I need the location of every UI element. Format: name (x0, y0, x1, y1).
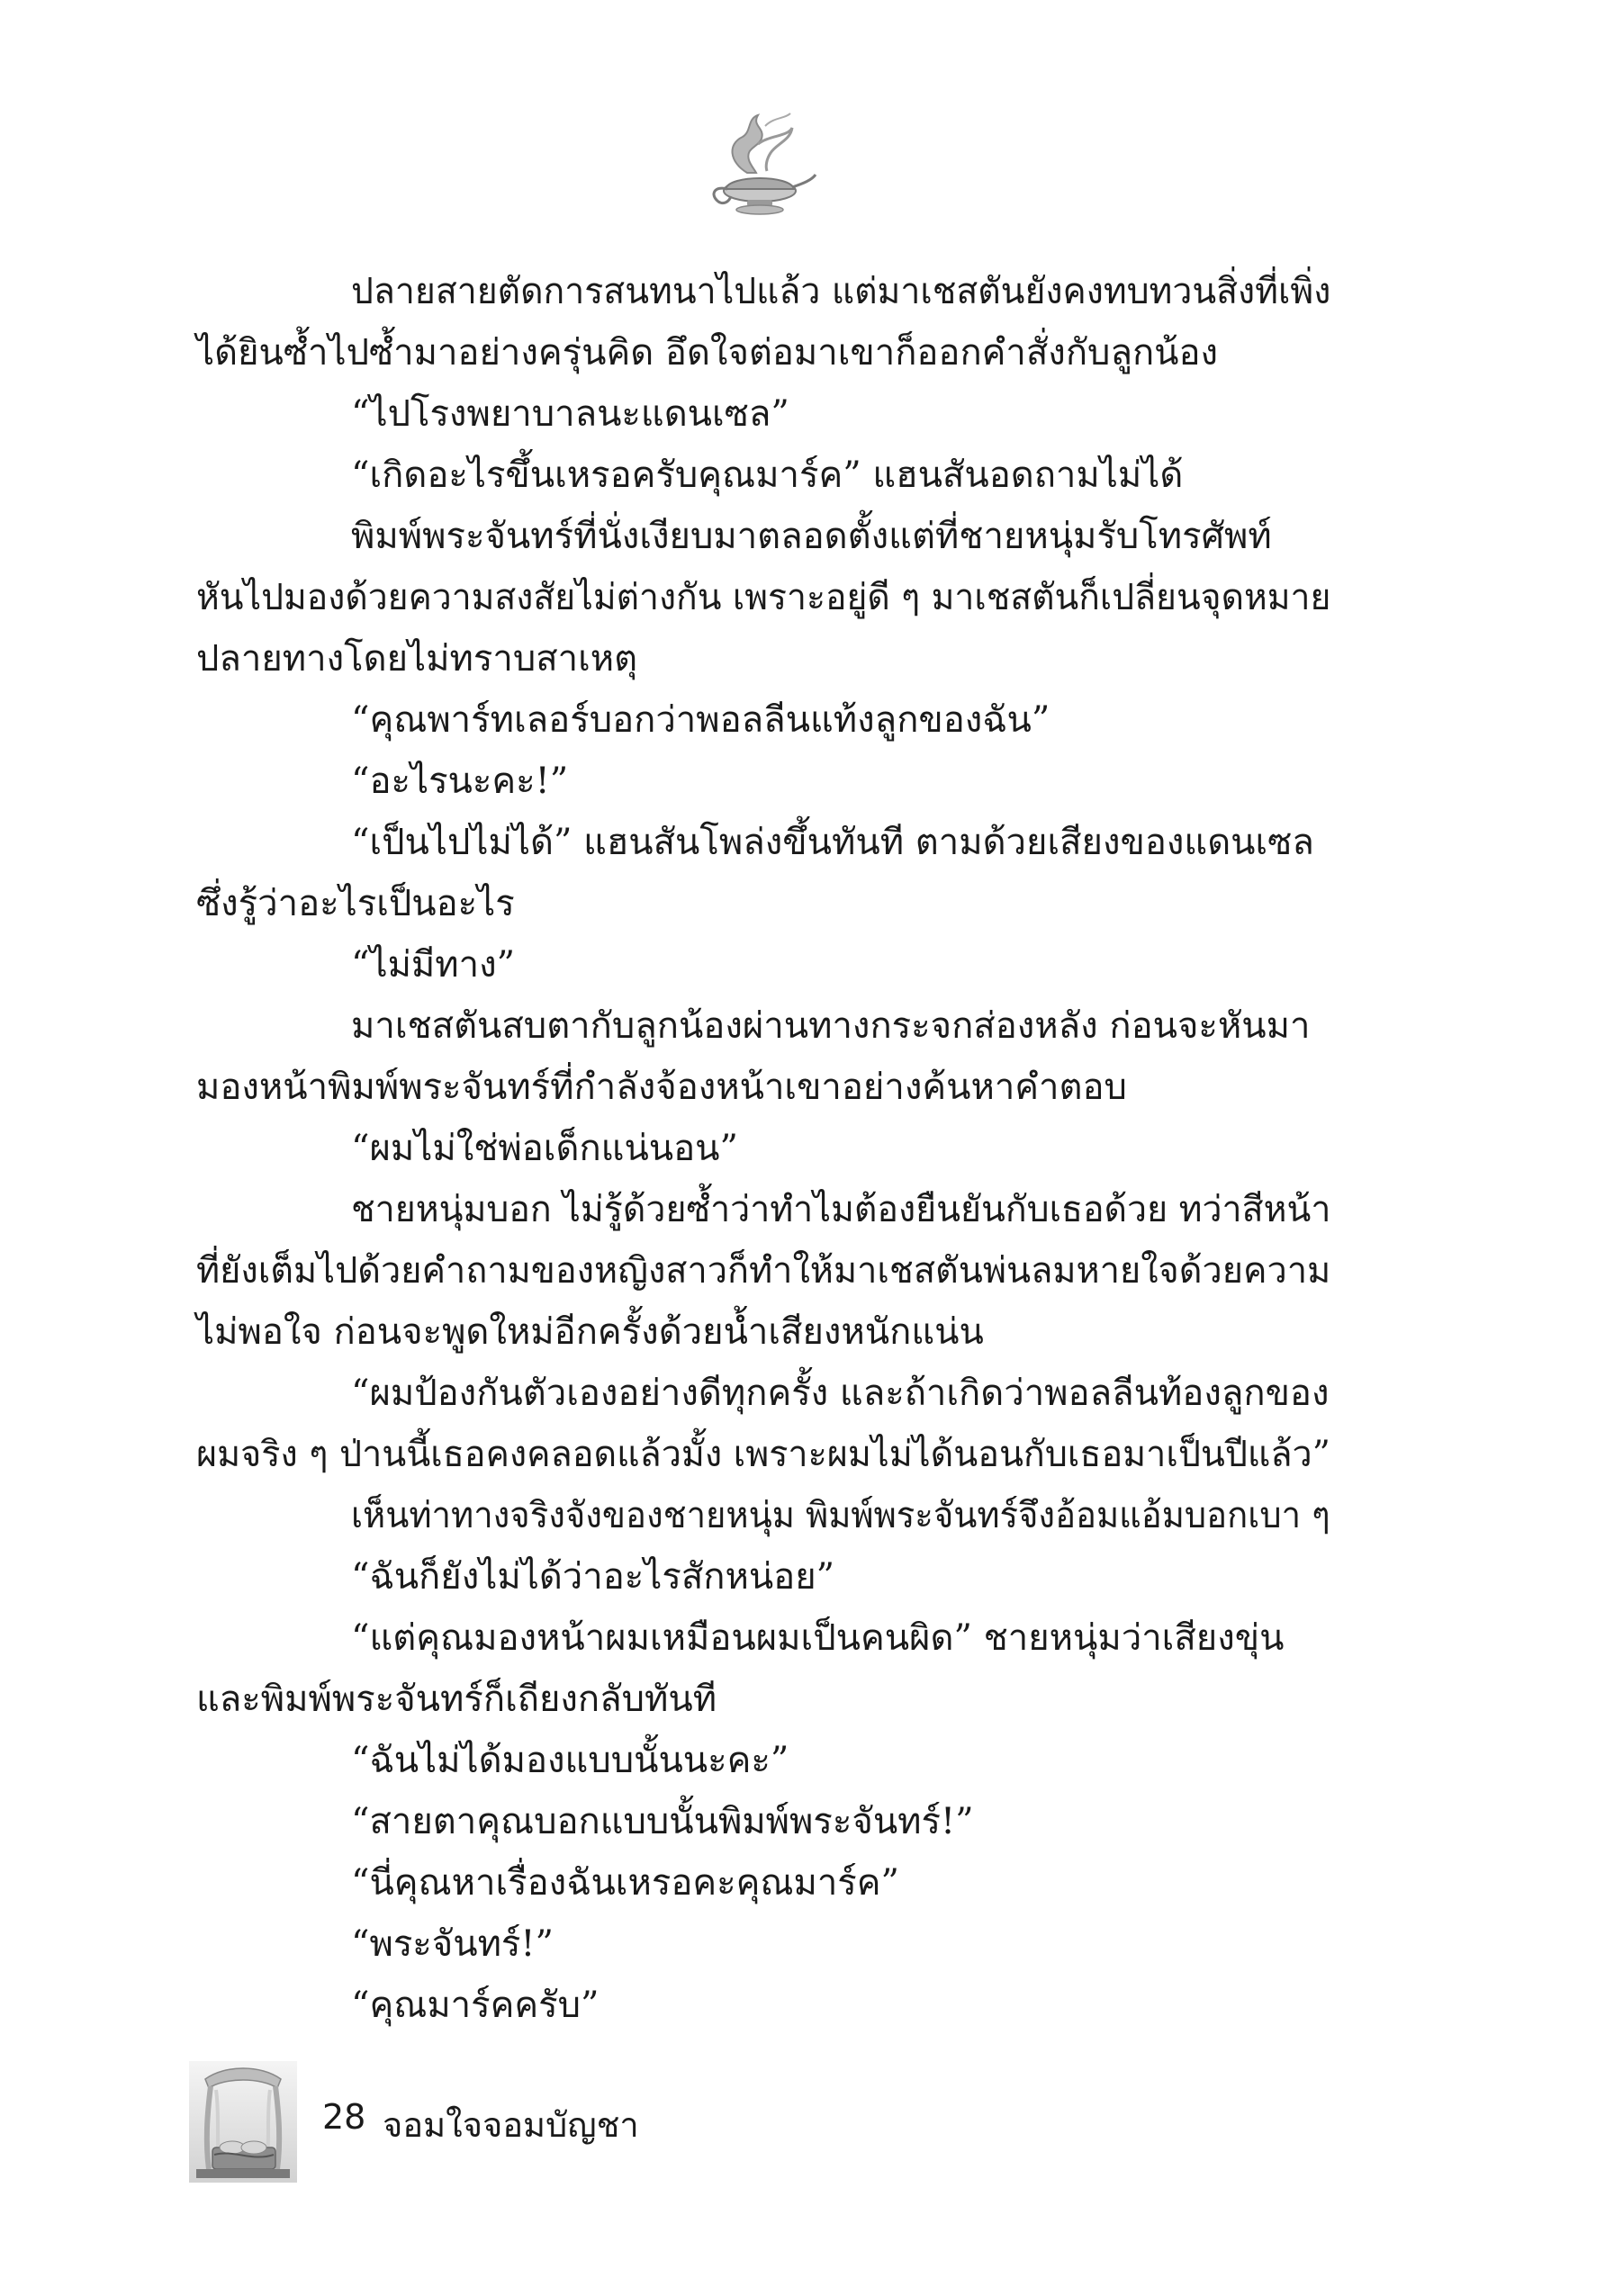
text-line: “ผมไม่ใช่พ่อเด็กแน่นอน” (351, 1128, 738, 1169)
text-line: “ไม่มีทาง” (351, 944, 516, 986)
text-line: “สายตาคุณบอกแบบนั้นพิมพ์พระจันทร์!” (351, 1801, 974, 1842)
chapter-body-text (196, 261, 1330, 2036)
text-line: ชายหนุ่มบอก ไม่รู้ด้วยซ้ำว่าทำไมต้องยืนยันกับเธอด้วย ทว่าสีหน้า (351, 1189, 1331, 1230)
text-line: มาเชสตันสบตากับลูกน้องผ่านทางกระจกส่องหลัง ก่อนจะหันมา (351, 1005, 1311, 1047)
text-line: “เป็นไปไม่ได้” แฮนสันโพล่งขึ้นทันที ตามด้วยเสียงของแดนเซล (351, 822, 1314, 863)
text-line: เห็นท่าทางจริงจังของชายหนุ่ม พิมพ์พระจันทร์จึงอ้อมแอ้มบอกเบา ๆ (351, 1495, 1330, 1536)
text-line: ได้ยินซ้ำไปซ้ำมาอย่างครุ่นคิด อึดใจต่อมาเขาก็ออกคำสั่งกับลูกน้อง (196, 332, 1219, 374)
text-line: “ฉันก็ยังไม่ได้ว่าอะไรสักหน่อย” (351, 1556, 835, 1598)
text-line: ไม่พอใจ ก่อนจะพูดใหม่อีกครั้งด้วยน้ำเสียงหนักแน่น (196, 1311, 984, 1353)
text-line: “ผมป้องกันตัวเองอย่างดีทุกครั้ง และถ้าเกิดว่าพอลลีนท้องลูกของ (351, 1373, 1330, 1414)
text-line: “เกิดอะไรขึ้นเหรอครับคุณมาร์ค” แฮนสันอดถามไม่ได้ (351, 455, 1184, 496)
text-line: ที่ยังเต็มไปด้วยคำถามของหญิงสาวก็ทำให้มาเชสตันพ่นลมหายใจด้วยความ (196, 1250, 1331, 1292)
book-title: จอมใจจอมบัญชา (383, 2105, 639, 2145)
text-line: หันไปมองด้วยความสงสัยไม่ต่างกัน เพราะอยู่ดี ๆ มาเชสตันก็เปลี่ยนจุดหมาย (196, 577, 1331, 618)
text-line: ปลายสายตัดการสนทนาไปแล้ว แต่มาเชสตันยังคงทบทวนสิ่งที่เพิ่ง (351, 271, 1331, 312)
text-line: และพิมพ์พระจันทร์ก็เถียงกลับทันที (196, 1679, 717, 1720)
genie-lamp-ornament-icon (702, 108, 819, 216)
text-line: “พระจันทร์!” (351, 1923, 554, 1965)
text-line: “คุณพาร์ทเลอร์บอกว่าพอลลีนแท้งลูกของฉัน” (351, 699, 1050, 741)
text-line: “แต่คุณมองหน้าผมเหมือนผมเป็นคนผิด” ชายหนุ่มว่าเสียงขุ่น (351, 1617, 1285, 1659)
page-number: 28 (322, 2097, 366, 2137)
text-line: ผมจริง ๆ ป่านนี้เธอคงคลอดแล้วมั้ง เพราะผมไม่ได้นอนกับเธอมาเป็นปีแล้ว” (196, 1434, 1330, 1475)
text-line: “คุณมาร์คครับ” (351, 1985, 600, 2026)
text-line: “อะไรนะคะ!” (351, 761, 569, 802)
canopy-bed-illustration-icon (189, 2061, 297, 2183)
page-footer (189, 2061, 819, 2187)
text-line: ซึ่งรู้ว่าอะไรเป็นอะไร (196, 883, 515, 924)
text-line: ปลายทางโดยไม่ทราบสาเหตุ (196, 638, 638, 680)
text-line: มองหน้าพิมพ์พระจันทร์ที่กำลังจ้องหน้าเขาอย่างค้นหาคำตอบ (196, 1067, 1127, 1108)
text-line: “นี่คุณหาเรื่องฉันเหรอคะคุณมาร์ค” (351, 1862, 899, 1904)
text-line: พิมพ์พระจันทร์ที่นั่งเงียบมาตลอดตั้งแต่ที่ชายหนุ่มรับโทรศัพท์ (351, 516, 1272, 557)
text-line: “ฉันไม่ได้มองแบบนั้นนะคะ” (351, 1740, 789, 1781)
text-line: “ไปโรงพยาบาลนะแดนเซล” (351, 393, 789, 435)
